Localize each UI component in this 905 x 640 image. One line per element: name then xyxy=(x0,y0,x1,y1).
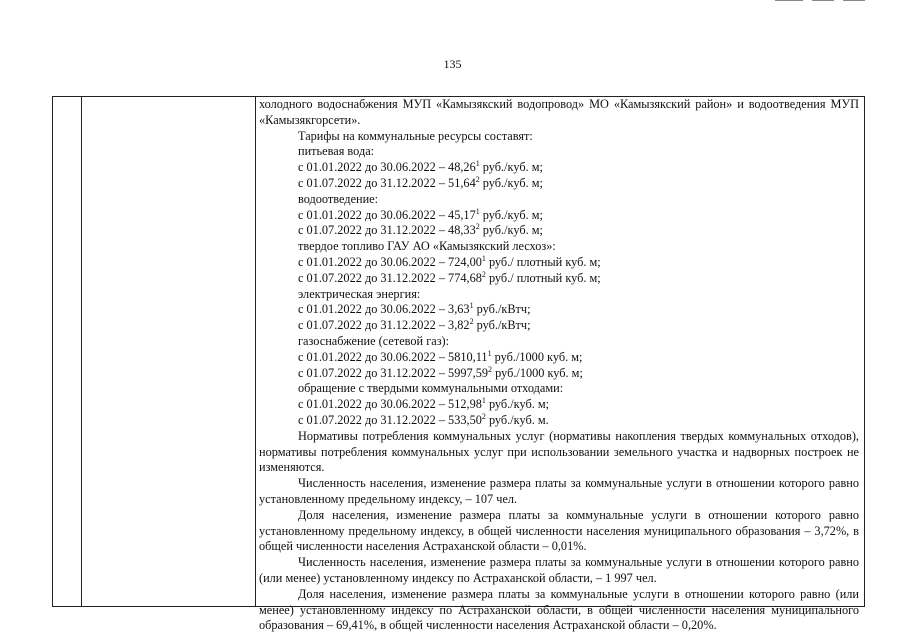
tariff-resource-name: электрическая энергия: xyxy=(298,286,421,301)
tariff-line xyxy=(259,176,859,192)
table-column-divider xyxy=(81,97,82,606)
tariff-line xyxy=(259,318,859,334)
tariff-unit: руб./куб. м; xyxy=(479,175,543,190)
tariff-line xyxy=(259,350,859,366)
tariff-unit: руб./кВтч; xyxy=(473,302,531,317)
footnote-marker: 1 xyxy=(481,396,486,406)
scan-mark xyxy=(812,0,834,1)
page-number: 135 xyxy=(443,57,462,71)
scan-mark xyxy=(775,0,803,1)
tariff-unit: руб./ плотный куб. м; xyxy=(485,270,601,285)
share-regional-paragraph: Доля населения, изменение размера платы за коммунальные услуги в отношении которого равно (или менее) установленному индексу по Астраханской области, в общей численности населения муниципального образования – 69,41%, в общей численности населения Астраханской области – 0,20%. xyxy=(259,586,859,633)
tariff-resource-name: твердое топливо ГАУ АО «Камызякский лесхоз»: xyxy=(298,239,556,254)
tariff-value: с 01.01.2022 до 30.06.2022 – 3,63 xyxy=(298,302,470,317)
tariff-unit: руб./ плотный куб. м; xyxy=(485,254,601,269)
tariff-value: с 01.01.2022 до 30.06.2022 – 512,98 xyxy=(298,397,482,412)
tariff-line xyxy=(259,413,859,429)
footnote-marker: 2 xyxy=(475,174,480,184)
table-column-divider xyxy=(255,97,256,606)
tariff-line xyxy=(259,223,859,239)
tariff-resource-name: обращение с твердыми коммунальными отходами: xyxy=(298,381,564,396)
tariff-line xyxy=(259,160,859,176)
tariff-unit: руб./1000 куб. м; xyxy=(491,349,583,364)
tariff-line xyxy=(259,255,859,271)
footnote-marker: 1 xyxy=(487,348,492,358)
tariff-line xyxy=(259,302,859,318)
tariff-unit: руб./1000 куб. м; xyxy=(492,365,583,380)
tariff-value: с 01.07.2022 до 31.12.2022 – 48,33 xyxy=(298,223,476,238)
tariff-unit: руб./куб. м. xyxy=(485,412,549,427)
tariff-value: с 01.01.2022 до 30.06.2022 – 5810,11 xyxy=(298,349,488,364)
footnote-marker: 1 xyxy=(481,253,486,263)
footnote-marker: 2 xyxy=(475,222,480,232)
norms-paragraph: Нормативы потребления коммунальных услуг (нормативы накопления твердых коммунальных отходов), нормативы потребления коммунальных услуг при использовании земельного участка и надворных построек не изменяются. xyxy=(259,428,859,475)
tariff-value: с 01.07.2022 до 31.12.2022 – 51,64 xyxy=(298,175,476,190)
tariff-resource-name: питьевая вода: xyxy=(298,144,375,159)
tariff-list xyxy=(259,144,859,428)
tariff-line xyxy=(259,208,859,224)
tariff-value: с 01.01.2022 до 30.06.2022 – 45,17 xyxy=(298,207,476,222)
footnote-marker: 1 xyxy=(475,206,480,216)
tariff-resource-name: водоотведение: xyxy=(298,191,379,206)
tariff-value: с 01.01.2022 до 30.06.2022 – 48,26 xyxy=(298,160,476,175)
tariff-value: с 01.07.2022 до 31.12.2022 – 3,82 xyxy=(298,318,470,333)
tariff-value: с 01.01.2022 до 30.06.2022 – 724,00 xyxy=(298,254,482,269)
tariff-unit: руб./кВтч; xyxy=(473,318,531,333)
footnote-marker: 2 xyxy=(488,364,493,374)
tariff-value: с 01.07.2022 до 31.12.2022 – 774,68 xyxy=(298,270,482,285)
table-cell-text xyxy=(259,97,859,634)
intro-paragraph: холодного водоснабжения МУП «Камызякский водопровод» МО «Камызякский район» и водоотведения МУП «Камызякгорсети». xyxy=(259,97,859,127)
tariff-value: с 01.07.2022 до 31.12.2022 – 533,50 xyxy=(298,412,482,427)
tariff-line xyxy=(259,366,859,382)
tariffs-heading: Тарифы на коммунальные ресурсы составят: xyxy=(298,128,533,143)
tariff-unit: руб./куб. м; xyxy=(485,397,550,412)
population-limit-paragraph: Численность населения, изменение размера платы за коммунальные услуги в отношении которого равно установленному предельному индексу, – 107 чел. xyxy=(259,476,859,506)
tariff-unit: руб./куб. м; xyxy=(479,160,543,175)
tariff-value: с 01.07.2022 до 31.12.2022 – 5997,59 xyxy=(298,365,489,380)
population-regional-paragraph: Численность населения, изменение размера платы за коммунальные услуги в отношении которого равно (или менее) установленному индексу по Астраханской области, – 1 997 чел. xyxy=(259,555,859,585)
tariff-unit: руб./куб. м; xyxy=(479,207,543,222)
tariff-line xyxy=(259,397,859,413)
footnote-marker: 1 xyxy=(469,301,474,311)
footnote-marker: 1 xyxy=(475,159,480,169)
scan-mark xyxy=(843,0,865,1)
tariff-unit: руб./куб. м; xyxy=(479,223,543,238)
tariff-resource-name: газоснабжение (сетевой газ): xyxy=(298,333,450,348)
footnote-marker: 2 xyxy=(481,411,486,421)
footnote-marker: 2 xyxy=(481,269,486,279)
tariff-line xyxy=(259,271,859,287)
share-limit-paragraph: Доля населения, изменение размера платы за коммунальные услуги в отношении которого равно установленному предельному индексу, в общей численности населения муниципального образования – 3,72%, в общей численности населения Астраханской области – 0,01%. xyxy=(259,507,859,554)
footnote-marker: 2 xyxy=(469,317,474,327)
